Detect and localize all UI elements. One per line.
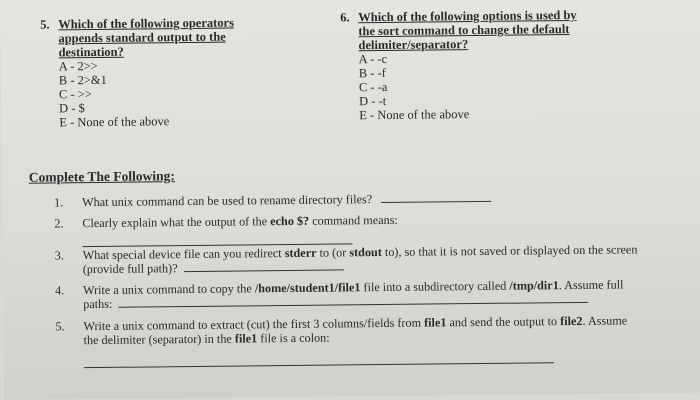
item-text-bold: stderr — [284, 245, 317, 261]
option-e: E - None of the above — [359, 107, 470, 123]
question-5 — [40, 15, 321, 130]
item-number: 5. — [55, 319, 65, 334]
option-e: E - None of the above — [59, 114, 170, 130]
question-number: 5. — [40, 17, 50, 32]
item-text-bold: echo $? — [270, 213, 310, 229]
item-text: the delimiter (separator) in the — [83, 331, 235, 348]
item-text-bold: /home/student1/file1 — [254, 280, 361, 296]
item-text: file into a subdirectory called — [360, 278, 510, 295]
question-text-line: Which of the following options is used by — [358, 7, 577, 25]
question-text-line: delimiter/separator? — [358, 37, 469, 53]
item-text-bold: file1 — [423, 315, 447, 330]
item-number: 1. — [54, 195, 64, 210]
fill-item-4 — [54, 277, 688, 312]
answer-blank[interactable] — [84, 352, 554, 368]
option-a: A - 2>> — [58, 58, 98, 74]
item-text: Write a unix command to copy the — [82, 281, 255, 298]
item-text: command means: — [309, 212, 398, 228]
item-text: Clearly explain what the output of the — [82, 214, 271, 231]
item-number: 3. — [54, 248, 64, 263]
section-title: Complete The Following: — [28, 168, 175, 185]
item-text-bold: /tmp/dir1 — [509, 278, 559, 293]
item-number: 4. — [54, 283, 65, 298]
option-c: C - >> — [58, 87, 92, 102]
item-text: . Assume — [582, 313, 628, 328]
question-text-line: destination? — [58, 44, 124, 60]
item-text-bold: file2 — [560, 313, 583, 329]
question-number: 6. — [340, 10, 350, 25]
item-text-bold: file1 — [234, 331, 258, 346]
item-text: to (or — [316, 245, 350, 260]
question-text-line: appends standard output to the — [58, 29, 226, 46]
question-text-line: Which of the following operators — [58, 15, 235, 32]
item-text: (provide full path)? — [82, 261, 178, 277]
fill-item-3 — [54, 242, 688, 277]
item-text: file is a colon: — [257, 330, 330, 346]
item-text: to), so that it is not saved or displayed on the screen — [381, 242, 638, 260]
answer-blank[interactable] — [381, 191, 491, 203]
item-text-bold: stdout — [349, 245, 382, 260]
item-text: paths: — [83, 296, 113, 312]
item-text: What unix command can be used to rename directory files? — [82, 192, 373, 210]
item-text: What special device file can you redirect — [82, 246, 285, 263]
option-b: B - -f — [358, 65, 386, 81]
item-text: . Assume full — [558, 277, 624, 293]
option-d: D - -t — [359, 93, 387, 109]
fill-item-5 — [55, 313, 689, 371]
option-b: B - 2>&1 — [58, 72, 107, 88]
option-c: C - -a — [358, 79, 388, 95]
question-text-line: the sort command to change the default — [358, 22, 570, 39]
question-6 — [340, 7, 661, 122]
item-text: and send the output to — [446, 314, 561, 330]
fill-item-1 — [54, 189, 682, 210]
item-number: 2. — [54, 216, 64, 231]
item-text: Write a unix command to extract (cut) the first 3 columns/fields from — [83, 315, 425, 334]
option-d: D - $ — [59, 101, 85, 116]
answer-blank[interactable] — [184, 259, 344, 272]
option-a: A - -c — [358, 51, 388, 67]
